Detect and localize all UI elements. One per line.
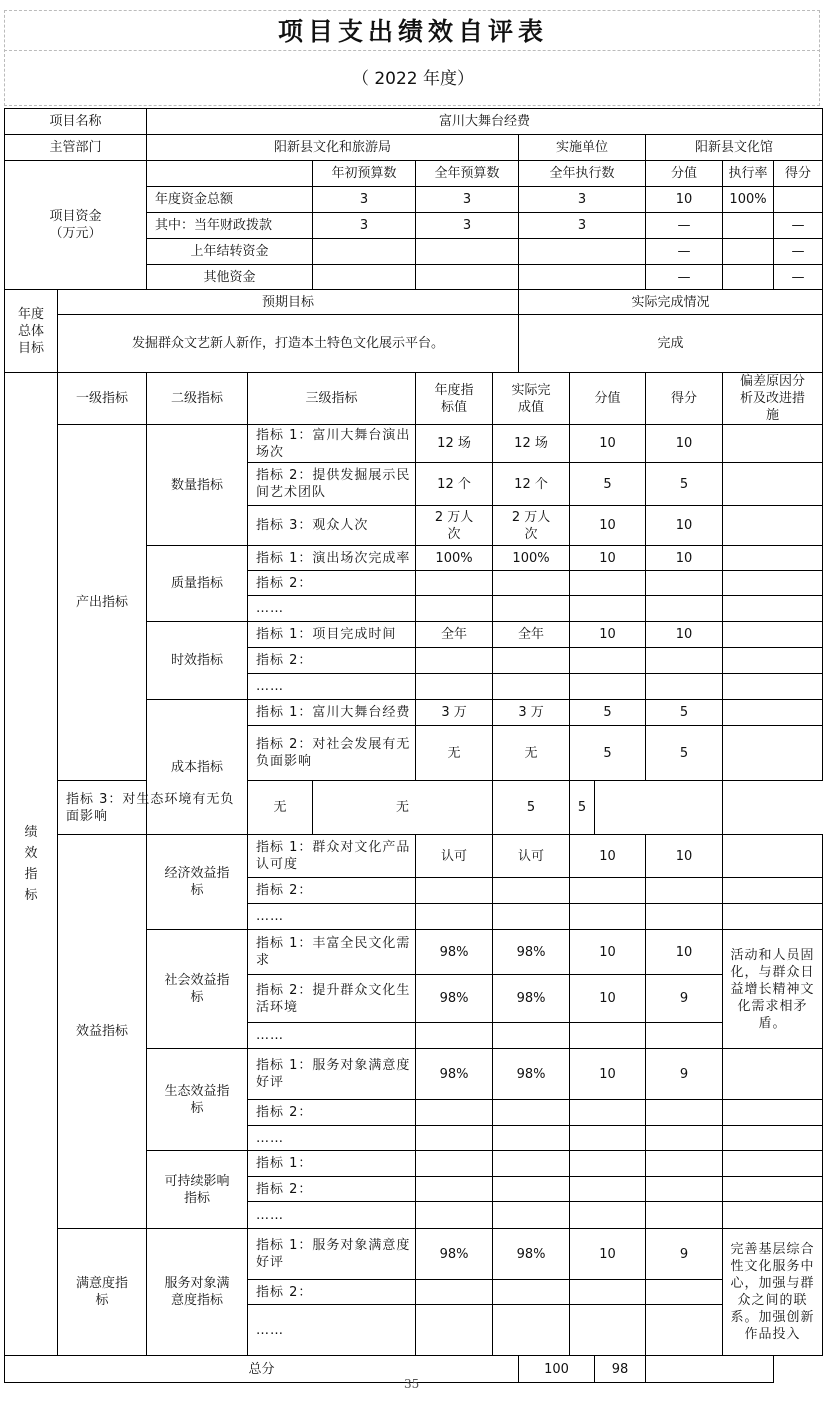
level3-indicator: 指标 2： bbox=[248, 648, 416, 674]
funds-header: 分值 bbox=[646, 161, 723, 187]
level3-indicator: 指标 1： bbox=[248, 1151, 416, 1177]
annual-target: 98% bbox=[416, 930, 493, 975]
score bbox=[646, 1280, 723, 1305]
annual-target bbox=[416, 648, 493, 674]
funds-cell: — bbox=[646, 213, 723, 239]
deviation-note bbox=[723, 835, 823, 878]
perf-header: 二级指标 bbox=[147, 373, 248, 425]
perf-header: 偏差原因分析及改进措施 bbox=[723, 373, 823, 425]
score: 10 bbox=[646, 546, 723, 571]
annual-target: 98% bbox=[416, 975, 493, 1023]
deviation-note bbox=[723, 1049, 823, 1100]
score-value: 10 bbox=[570, 622, 646, 648]
level3-indicator: 指标 2： bbox=[248, 1280, 416, 1305]
actual-value bbox=[493, 1177, 570, 1202]
annual-target bbox=[416, 904, 493, 930]
funds-row-label: 年度资金总额 bbox=[147, 187, 313, 213]
annual-target bbox=[416, 1100, 493, 1126]
indicator-row bbox=[5, 781, 823, 835]
level3-indicator: …… bbox=[248, 674, 416, 700]
level3-indicator: …… bbox=[248, 904, 416, 930]
perf-header: 得分 bbox=[646, 373, 723, 425]
funds-cell: — bbox=[774, 239, 823, 265]
score: 5 bbox=[646, 700, 723, 726]
deviation-note bbox=[723, 1202, 823, 1229]
level3-indicator: 指标 2： bbox=[248, 1177, 416, 1202]
funds-cell: 3 bbox=[519, 213, 646, 239]
score-value: 10 bbox=[570, 835, 646, 878]
deviation-note: 完善基层综合性文化服务中心，加强与群众之间的联系。加强创新作品投入 bbox=[723, 1229, 823, 1356]
score: 10 bbox=[646, 506, 723, 546]
level1-indicator: 效益指标 bbox=[58, 835, 147, 1229]
funds-cell: 3 bbox=[313, 187, 416, 213]
deviation-note bbox=[723, 674, 823, 700]
level3-indicator: 指标 3：观众人次 bbox=[248, 506, 416, 546]
score: 10 bbox=[646, 930, 723, 975]
score bbox=[646, 1100, 723, 1126]
funds-row-label: 其中：当年财政拨款 bbox=[147, 213, 313, 239]
score-value bbox=[570, 571, 646, 596]
score: 5 bbox=[570, 781, 595, 835]
annual-target bbox=[416, 1177, 493, 1202]
actual-value bbox=[493, 1151, 570, 1177]
deviation-note bbox=[723, 1151, 823, 1177]
annual-target: 无 bbox=[248, 781, 313, 835]
annual-target bbox=[416, 1305, 493, 1356]
level3-indicator: 指标 2： bbox=[248, 571, 416, 596]
deviation-note bbox=[723, 546, 823, 571]
score bbox=[646, 878, 723, 904]
deviation-note bbox=[723, 1177, 823, 1202]
funds-cell: 10 bbox=[646, 187, 723, 213]
impl-value: 阳新县文化馆 bbox=[646, 135, 823, 161]
score bbox=[646, 674, 723, 700]
funds-cell: — bbox=[646, 239, 723, 265]
annual-target: 98% bbox=[416, 1049, 493, 1100]
funds-header: 全年执行数 bbox=[519, 161, 646, 187]
score-value: 5 bbox=[570, 463, 646, 506]
score-value bbox=[570, 1177, 646, 1202]
actual-value bbox=[493, 571, 570, 596]
actual-value bbox=[493, 596, 570, 622]
actual-value bbox=[493, 648, 570, 674]
deviation-note bbox=[723, 1100, 823, 1126]
score bbox=[646, 1177, 723, 1202]
score bbox=[646, 596, 723, 622]
score: 9 bbox=[646, 1229, 723, 1280]
funds-cell bbox=[313, 265, 416, 290]
funds-cell bbox=[723, 239, 774, 265]
perf-label-text: 绩效指标 bbox=[24, 825, 38, 903]
score-value bbox=[570, 1202, 646, 1229]
actual-value: 98% bbox=[493, 930, 570, 975]
level2-indicator: 服务对象满意度指标 bbox=[147, 1229, 248, 1356]
dept-label: 主管部门 bbox=[5, 135, 147, 161]
funds-cell bbox=[774, 187, 823, 213]
annual-target: 12 个 bbox=[416, 463, 493, 506]
deviation-note bbox=[723, 463, 823, 506]
annual-target bbox=[416, 596, 493, 622]
level3-indicator: …… bbox=[248, 1305, 416, 1356]
funds-cell: 3 bbox=[416, 213, 519, 239]
annual-target bbox=[416, 878, 493, 904]
level2-indicator: 经济效益指标 bbox=[147, 835, 248, 930]
score-value: 5 bbox=[570, 726, 646, 781]
level3-indicator: …… bbox=[248, 1202, 416, 1229]
goals-label: 年度总体目标 bbox=[5, 290, 58, 373]
funds-header: 执行率 bbox=[723, 161, 774, 187]
score-value bbox=[570, 878, 646, 904]
score-value bbox=[570, 904, 646, 930]
perf-header: 一级指标 bbox=[58, 373, 147, 425]
annual-target bbox=[416, 571, 493, 596]
level3-indicator: …… bbox=[248, 1126, 416, 1151]
dept-value: 阳新县文化和旅游局 bbox=[147, 135, 519, 161]
annual-target bbox=[416, 674, 493, 700]
annual-target bbox=[416, 1023, 493, 1049]
level3-indicator: 指标 1：富川大舞台经费 bbox=[248, 700, 416, 726]
level3-indicator: …… bbox=[248, 1023, 416, 1049]
page-title: 项目支出绩效自评表 bbox=[277, 17, 548, 46]
deviation-note bbox=[595, 781, 723, 835]
score-value bbox=[570, 648, 646, 674]
score-value: 10 bbox=[570, 975, 646, 1023]
score bbox=[646, 904, 723, 930]
level3-indicator: 指标 1：演出场次完成率 bbox=[248, 546, 416, 571]
score bbox=[646, 571, 723, 596]
annual-target: 无 bbox=[416, 726, 493, 781]
indicator-row bbox=[5, 835, 823, 878]
level3-indicator: 指标 1：群众对文化产品认可度 bbox=[248, 835, 416, 878]
actual-result: 完成 bbox=[519, 315, 823, 373]
annual-target: 2 万人次 bbox=[416, 506, 493, 546]
level3-indicator: 指标 2：提供发掘展示民间艺术团队 bbox=[248, 463, 416, 506]
score-value: 5 bbox=[570, 700, 646, 726]
expected-goal-header: 预期目标 bbox=[58, 290, 519, 315]
level1-indicator: 满意度指标 bbox=[58, 1229, 147, 1356]
actual-value: 3 万 bbox=[493, 700, 570, 726]
funds-cell: 3 bbox=[313, 213, 416, 239]
funds-header: 年初预算数 bbox=[313, 161, 416, 187]
level2-indicator: 质量指标 bbox=[147, 546, 248, 622]
perf-header: 三级指标 bbox=[248, 373, 416, 425]
score: 10 bbox=[646, 835, 723, 878]
funds-cell bbox=[313, 239, 416, 265]
perf-header: 年度指标值 bbox=[416, 373, 493, 425]
actual-value bbox=[493, 1280, 570, 1305]
funds-cell: — bbox=[646, 265, 723, 290]
score bbox=[646, 1305, 723, 1356]
score bbox=[646, 648, 723, 674]
funds-cell bbox=[519, 265, 646, 290]
deviation-note bbox=[723, 726, 823, 781]
total-label: 总分 bbox=[5, 1356, 519, 1383]
actual-value: 无 bbox=[493, 726, 570, 781]
funds-cell bbox=[723, 265, 774, 290]
deviation-note bbox=[723, 1126, 823, 1151]
funds-row-label: 上年结转资金 bbox=[147, 239, 313, 265]
level3-indicator: 指标 1：服务对象满意度好评 bbox=[248, 1049, 416, 1100]
score: 9 bbox=[646, 1049, 723, 1100]
score: 10 bbox=[646, 622, 723, 648]
annual-target bbox=[416, 1202, 493, 1229]
score-value: 10 bbox=[570, 506, 646, 546]
score-value: 10 bbox=[570, 1229, 646, 1280]
funds-cell: — bbox=[774, 265, 823, 290]
actual-value bbox=[493, 1305, 570, 1356]
year-subtitle: （ 2022 年度） bbox=[351, 69, 475, 89]
level3-indicator: 指标 2：对社会发展有无负面影响 bbox=[248, 726, 416, 781]
deviation-note: 活动和人员固化，与群众日益增长精神文化需求相矛盾。 bbox=[723, 930, 823, 1049]
actual-value: 12 个 bbox=[493, 463, 570, 506]
total-score-value: 100 bbox=[519, 1356, 595, 1383]
score-value bbox=[570, 1126, 646, 1151]
deviation-note bbox=[723, 506, 823, 546]
actual-value: 98% bbox=[493, 1049, 570, 1100]
deviation-note bbox=[723, 904, 823, 930]
perf-header: 实际完成值 bbox=[493, 373, 570, 425]
actual-value: 12 场 bbox=[493, 425, 570, 463]
indicator-row bbox=[5, 425, 823, 463]
score: 5 bbox=[646, 463, 723, 506]
funds-cell: 3 bbox=[416, 187, 519, 213]
actual-value: 98% bbox=[493, 1229, 570, 1280]
annual-target: 3 万 bbox=[416, 700, 493, 726]
annual-target bbox=[416, 1151, 493, 1177]
deviation-note bbox=[723, 425, 823, 463]
score: 5 bbox=[646, 726, 723, 781]
level3-indicator: 指标 3：对生态环境有无负面影响 bbox=[58, 781, 248, 835]
actual-value bbox=[493, 674, 570, 700]
deviation-note bbox=[723, 622, 823, 648]
annual-target: 认可 bbox=[416, 835, 493, 878]
funds-header: 全年预算数 bbox=[416, 161, 519, 187]
annual-target: 100% bbox=[416, 546, 493, 571]
level3-indicator: 指标 2：提升群众文化生活环境 bbox=[248, 975, 416, 1023]
actual-value: 认可 bbox=[493, 835, 570, 878]
actual-value bbox=[493, 904, 570, 930]
score-value bbox=[570, 1305, 646, 1356]
level3-indicator: 指标 2： bbox=[248, 878, 416, 904]
actual-value bbox=[493, 1202, 570, 1229]
funds-cell bbox=[416, 265, 519, 290]
level3-indicator: 指标 2： bbox=[248, 1100, 416, 1126]
level1-indicator: 产出指标 bbox=[58, 425, 147, 781]
funds-cell bbox=[723, 213, 774, 239]
annual-target bbox=[416, 1126, 493, 1151]
funds-header: 得分 bbox=[774, 161, 823, 187]
funds-cell: 3 bbox=[519, 187, 646, 213]
score: 9 bbox=[646, 975, 723, 1023]
level2-indicator: 数量指标 bbox=[147, 425, 248, 546]
actual-value: 100% bbox=[493, 546, 570, 571]
indicator-row bbox=[5, 1229, 823, 1280]
score bbox=[646, 1151, 723, 1177]
project-name: 富川大舞台经费 bbox=[147, 109, 823, 135]
score-value: 10 bbox=[570, 546, 646, 571]
actual-value bbox=[493, 1100, 570, 1126]
total-score: 98 bbox=[595, 1356, 646, 1383]
funds-label-text: 项目资金 bbox=[49, 209, 102, 224]
level2-indicator: 社会效益指标 bbox=[147, 930, 248, 1049]
actual-value: 2 万人次 bbox=[493, 506, 570, 546]
deviation-note bbox=[723, 571, 823, 596]
expected-goal: 发掘群众文艺新人新作，打造本土特色文化展示平台。 bbox=[58, 315, 519, 373]
deviation-note bbox=[723, 700, 823, 726]
annual-target: 12 场 bbox=[416, 425, 493, 463]
perf-label bbox=[5, 373, 58, 1356]
level2-indicator: 可持续影响指标 bbox=[147, 1151, 248, 1229]
funds-cell bbox=[416, 239, 519, 265]
score bbox=[646, 1126, 723, 1151]
score-value bbox=[570, 1151, 646, 1177]
impl-label: 实施单位 bbox=[519, 135, 646, 161]
score-value: 5 bbox=[493, 781, 570, 835]
score bbox=[646, 1202, 723, 1229]
funds-cell bbox=[519, 239, 646, 265]
level2-indicator: 时效指标 bbox=[147, 622, 248, 700]
actual-value bbox=[493, 878, 570, 904]
score-value: 10 bbox=[570, 930, 646, 975]
score bbox=[646, 1023, 723, 1049]
funds-row-label: 其他资金 bbox=[147, 265, 313, 290]
actual-result-header: 实际完成情况 bbox=[519, 290, 823, 315]
level3-indicator: 指标 1：服务对象满意度好评 bbox=[248, 1229, 416, 1280]
annual-target: 全年 bbox=[416, 622, 493, 648]
perf-header: 分值 bbox=[570, 373, 646, 425]
funds-unit: （万元） bbox=[49, 226, 102, 241]
page-number: 35 bbox=[404, 1377, 420, 1391]
funds-cell: — bbox=[774, 213, 823, 239]
total-note bbox=[646, 1356, 774, 1383]
annual-target bbox=[416, 1280, 493, 1305]
annual-target: 98% bbox=[416, 1229, 493, 1280]
score-value bbox=[570, 674, 646, 700]
project-name-label: 项目名称 bbox=[5, 109, 147, 135]
evaluation-table bbox=[4, 108, 823, 1383]
score-value: 10 bbox=[570, 1049, 646, 1100]
funds-cell: 100% bbox=[723, 187, 774, 213]
funds-label bbox=[5, 161, 147, 290]
actual-value bbox=[493, 1023, 570, 1049]
score-value bbox=[570, 596, 646, 622]
score: 10 bbox=[646, 425, 723, 463]
deviation-note bbox=[723, 648, 823, 674]
level2-indicator: 成本指标 bbox=[147, 700, 248, 835]
actual-value: 全年 bbox=[493, 622, 570, 648]
deviation-note bbox=[723, 596, 823, 622]
score-value bbox=[570, 1280, 646, 1305]
level3-indicator: 指标 1：丰富全民文化需求 bbox=[248, 930, 416, 975]
score-value bbox=[570, 1023, 646, 1049]
score-value bbox=[570, 1100, 646, 1126]
level3-indicator: …… bbox=[248, 596, 416, 622]
title-divider bbox=[4, 50, 820, 51]
actual-value bbox=[493, 1126, 570, 1151]
score-value: 10 bbox=[570, 425, 646, 463]
level2-indicator: 生态效益指标 bbox=[147, 1049, 248, 1151]
deviation-note bbox=[723, 878, 823, 904]
level3-indicator: 指标 1：富川大舞台演出场次 bbox=[248, 425, 416, 463]
actual-value: 无 bbox=[313, 781, 493, 835]
actual-value: 98% bbox=[493, 975, 570, 1023]
level3-indicator: 指标 1：项目完成时间 bbox=[248, 622, 416, 648]
